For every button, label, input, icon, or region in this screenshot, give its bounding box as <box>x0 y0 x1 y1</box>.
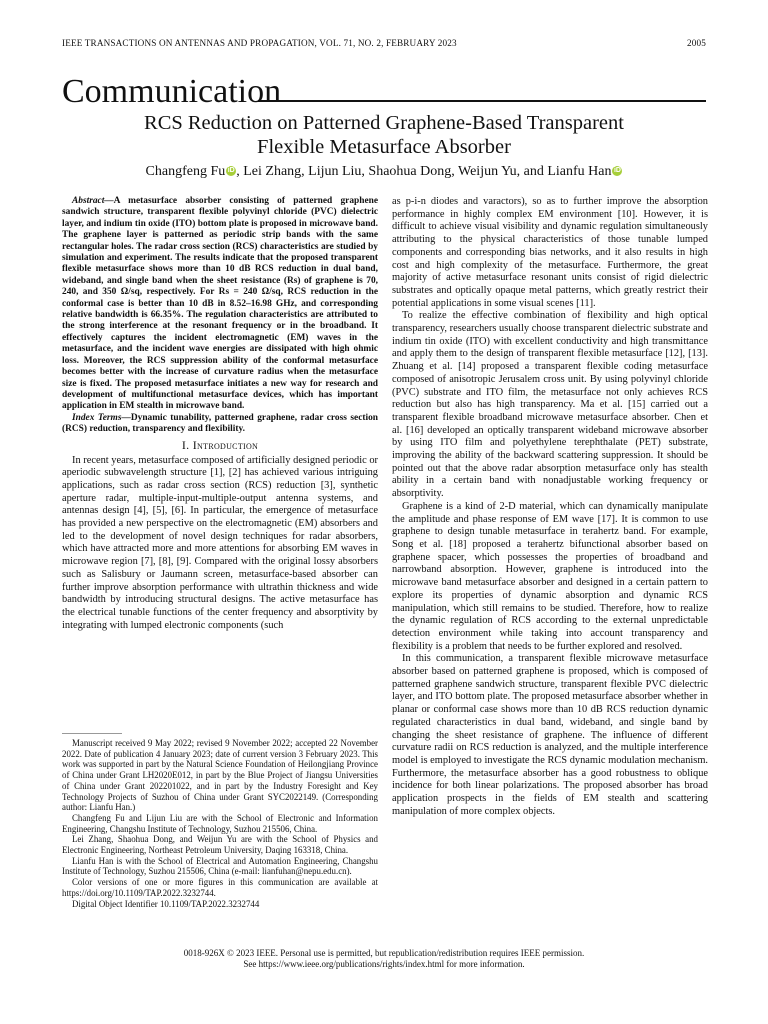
footnote-affiliation-2: Lei Zhang, Shaohua Dong, and Weijun Yu are with the School of Physics and Electronic Engineering, Northeast Petroleum University, Daqing 163318, China. <box>62 834 378 856</box>
left-column <box>62 196 378 632</box>
paper-title <box>62 111 706 159</box>
page-number: 2005 <box>687 38 706 48</box>
title-line-2: Flexible Metasurface Absorber <box>257 136 511 158</box>
footnote-color-versions: Color versions of one or more figures in this communication are available at https://doi.org/10.1109/TAP.2022.3232744. <box>62 877 378 898</box>
index-terms-text: Dynamic tunability, patterned graphene, radar cross section (RCS) reduction, transparency and flexibility. <box>62 412 378 435</box>
running-header <box>62 38 706 52</box>
orcid-icon[interactable]: iD <box>227 167 235 174</box>
article-type-label: Communication <box>62 73 282 110</box>
orcid-icon[interactable]: iD <box>613 167 621 174</box>
abstract-text: A metasurface absorber consisting of patterned graphene sandwich structure, transparent flexible polyvinyl chloride (PVC) dielectric layer, and indium tin oxide (ITO) bottom plate is proposed in microwave band. The graphene layer is patterned as periodic strip bands with the same rectangular holes. The radar cross section (RCS) characteristics are studied by simulation and experiment. The results indicate that the proposed transparent flexible metasurface shows more than 10 dB RCS reduction in dual band, wideband, and single band when the sheet resistance (Rs) of graphene is 70, 240, and 350 Ω/sq, respectively. For Rs = 240 Ω/sq, RCS reduction in the conformal case is better than 10 dB in 8.52–16.98 GHz, and corresponding relative bandwidth is 66.35%. The regulation characteristics are attributed to the strong interference at the resonant frequency or in the broadband. It effectively captures the incident electromagnetic (EM) waves in the metasurface, and the incident wave energies are dissipated with high ohmic loss. Moreover, the RCS suppression ability of the conformal metasurface becomes better with the increase of curvature radius when the metasurface size is fixed. The proposed metasurface initiates a new way for research and development of multifunctional metasurface devices, which has important application in EM stealth in microwave band. <box>62 196 378 412</box>
title-line-1: RCS Reduction on Patterned Graphene-Based Transparent <box>144 112 624 134</box>
index-terms <box>62 413 378 436</box>
footnote-affiliation-3: Lianfu Han is with the School of Electrical and Automation Engineering, Changshu Institute of Technology, Suzhou 215506, China (e-mail: lianfuhan@nepu.edu.cn). <box>62 855 378 877</box>
footnote-affiliation-1: Changfeng Fu and Lijun Liu are with the School of Electronic and Information Engineering, Changshu Institute of Technology, Suzhou 215506, China. <box>62 812 378 834</box>
journal-citation: IEEE TRANSACTIONS ON ANTENNAS AND PROPAGATION, VOL. 71, NO. 2, FEBRUARY 2023 <box>62 38 457 48</box>
footnote-doi: Digital Object Identifier 10.1109/TAP.2022.3232744 <box>72 898 260 909</box>
copyright-notice <box>62 948 706 970</box>
abstract-lead: Abstract— <box>72 196 114 206</box>
section-heading-introduction: I. Introduction <box>181 437 259 452</box>
intro-paragraph: In recent years, metasurface composed of artificially designed periodic or aperiodic subwavelength structure [1], [2] has achieved various intriguing applications, such as radar cross section (RCS) reduction [3], synthetic aperture radar, multiple-input-multiple-output antenna systems, and antennas design [4], [5], [6]. In particular, the emergence of metasurface has provided a new perspective on the electromagnetic (EM) absorbers and led to the development of novel design techniques for radar absorbers, which have attracted more and more attentions for absorbing EM waves in microwave region [7], [8], [9]. Compared with the original lossy absorbers such as Salisbury or Jaumann screen, metasurface-based absorber can further improve absorption performance with ultrathin thickness and wide bandwidth by introducing structural designs. The active metasurface has the electrical tunable functions of the center frequency and absorptivity by integrating with lumped electronic components (such <box>62 454 378 631</box>
banner-rule <box>258 100 706 102</box>
article-type-banner <box>62 72 706 112</box>
body-paragraph: as p-i-n diodes and varactors), so as to further improve the absorption performance in highly complex EM environment [10]. However, it is difficult to achieve visual visibility and dynamic regulation simultaneously attributing to the physical characteristics of those tunable lumped components and corresponding bias networks, and it also results in high cost and high complexity of the metasurface. Furthermore, the great majority of active metasurface resonant units consist of rigid dielectric substrates and optically opaque metal patterns, which greatly restrict their potential applications in some visual scenes [11]. <box>392 196 708 309</box>
body-paragraph: Graphene is a kind of 2-D material, which can dynamically manipulate the amplitude and phase response of EM wave [17]. It is common to use graphene to design tunable metasurface in terahertz band. For example, Song et al. [18] proposed a terahertz bifunctional absorber based on graphene spacer, which possesses the properties of broadband and narrowband absorption. However, graphene is introduced into the microwave band metasurface absorber and designed in a certain pattern to explore its properties of dynamic absorption and dynamic RCS manipulation, which still remains to be studied. Therefore, how to realize the dynamic regulation of RCS according to the external unpredictable detection environment while taking into account transparency and flexibility is a problem that needs to be further explored and resolved. <box>392 500 708 652</box>
copyright-line-1: 0018-926X © 2023 IEEE. Personal use is permitted, but republication/redistribution requires IEEE permission. <box>183 948 585 958</box>
abstract <box>62 196 378 413</box>
body-paragraph: To realize the effective combination of flexibility and high optical transparency, researchers usually choose transparent dielectric substrate and indium tin oxide (ITO) with excellent conductivity and high transmittance and apply them to the design of transparent flexible metasurface [12], [13]. Zhuang et al. [14] proposed a transparent flexible coding metasurface composed of anisotropic Jerusalem cross unit. By using polyvinyl chloride (PVC) substrate and ITO film, the metasurface not only achieves RCS reduction but also has high transparency. Ma et al. [15] carried out a transparent flexible broadband microwave metasurface absorber. Chen et al. [16] developed an optically transparent wideband microwave absorber by using ITO film and polyethylene terephthalate (PET) substrate, improving the ability of the backward scattering suppression. It should be pointed out that the above radar absorption metasurface only has stealth ability in a certain band with nonadjustable working frequency or absorptivity. <box>392 310 708 500</box>
author-first: Changfeng Fu <box>145 164 226 179</box>
footnote-manuscript: Manuscript received 9 May 2022; revised 9 November 2022; accepted 22 November 2022. Date of publication 4 January 2023; date of current version 3 February 2023. This work was supported in part by the Natural Science Foundation of Heilongjiang Province of China under Grant LH2020E012, in part by the Blue Project of Jiangsu Universities of China under Grant 202201022, and in part by the Industry Foresight and Key Technology Projects of Suzhou of China under Grant SYC2022149. (Corresponding author: Lianfu Han.) <box>62 738 378 813</box>
index-terms-lead: Index Terms— <box>72 412 131 423</box>
right-column <box>392 196 708 818</box>
author-list <box>62 163 706 181</box>
copyright-line-2: See https://www.ieee.org/publications/rights/index.html for more information. <box>243 959 525 969</box>
footnote-rule <box>62 733 122 734</box>
body-paragraph: In this communication, a transparent flexible microwave metasurface absorber based on patterned graphene is proposed, which is composed of patterned graphene sandwich structure, transparent flexible PVC dielectric layer, and ITO bottom plate. The proposed metasurface absorber whether in planar or conformal case shows more than 10 dB RCS reduction dynamic regulated characteristics in dual band, wideband, and single band by changing the sheet resistance of graphene. The influence of different curvature radii on RCS reduction is analyzed, and the multiple interference model is employed to investigate the RCS dynamic modulation mechanism. Furthermore, the metasurface absorber has a good robustness to oblique incidence for both linear polarizations. The proposed absorber has broad application prospects in the fields of EM stealth and scattering manipulation of more complex objects. <box>392 653 708 817</box>
footnotes <box>62 738 378 909</box>
author-rest: , Lei Zhang, Lijun Liu, Shaohua Dong, Weijun Yu, and Lianfu Han <box>236 164 612 179</box>
